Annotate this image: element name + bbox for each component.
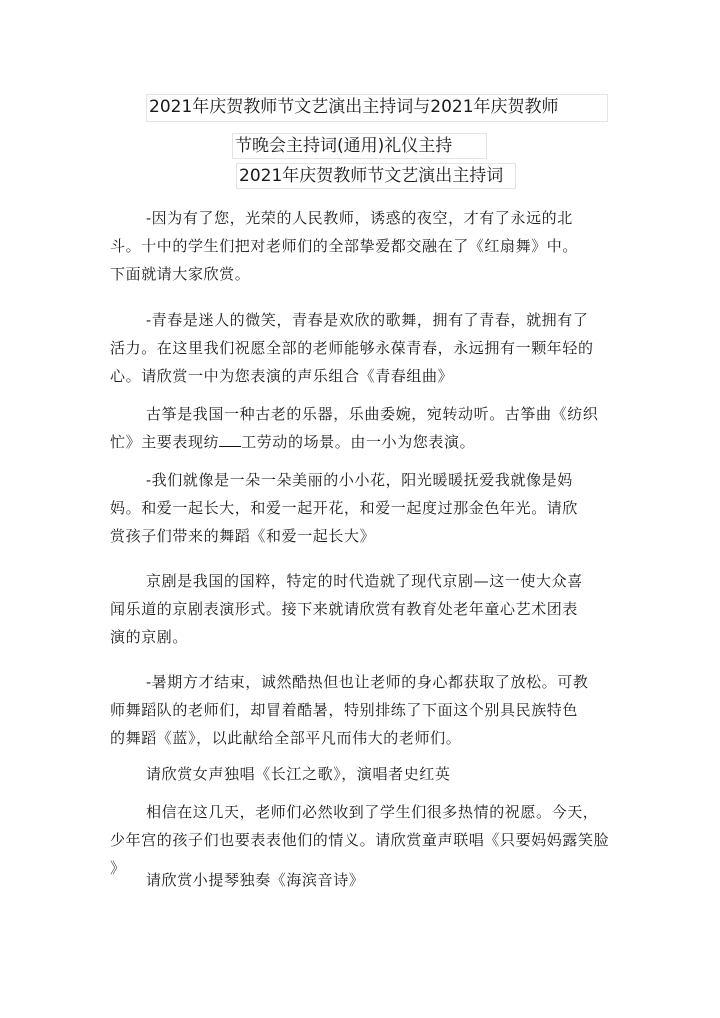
title-line-1: 2021年庆贺教师节文艺演出主持词与2021年庆贺教师	[146, 94, 608, 122]
paragraph-4	[110, 466, 608, 550]
paragraph-line: -因为有了您，光荣的人民教师，诱惑的夜空，才有了永远的北	[146, 209, 573, 227]
paragraph-line: 》	[110, 859, 126, 877]
paragraph-1	[110, 204, 608, 288]
paragraph-line: 活力。在这里我们祝愿全部的老师能够永葆青春，永远拥有一颗年轻的	[110, 339, 594, 357]
paragraph-7	[110, 760, 608, 788]
paragraph-line: 赏孩子们带来的舞蹈《和爱一起长大》	[110, 527, 376, 545]
paragraph-5	[110, 567, 608, 651]
paragraph-line: 妈。和爱一起长大，和爱一起开花，和爱一起度过那金色年光。请欣	[110, 499, 579, 517]
paragraph-line: 心。请欣赏一中为您表演的声乐组合《青春组曲》	[110, 367, 454, 385]
title-line-2: 节晚会主持词(通用)礼仪主持	[232, 133, 487, 159]
paragraph-line: 的舞蹈《蓝》，以此献给全部平凡而伟大的老师们。	[110, 729, 462, 747]
paragraph-line: 演的京剧。	[110, 628, 189, 646]
paragraph-line: 闻乐道的京剧表演形式。接下来就请欣赏有教育处老年童心艺术团表	[110, 600, 579, 618]
paragraph-line: -我们就像是一朵一朵美丽的小小花，阳光暖暖抚爱我就像是妈	[146, 471, 573, 489]
subtitle: 2021年庆贺教师节文艺演出主持词	[236, 163, 516, 189]
blank-underline	[219, 432, 241, 447]
paragraph-line: 斗。十中的学生们把对老师们的全部挚爱都交融在了《红扇舞》中。	[110, 237, 579, 255]
text-fragment: 忙》主要表现纺	[110, 433, 220, 451]
paragraph-line: 古筝是我国一种古老的乐器，乐曲委婉，宛转动听。古筝曲《纺织	[146, 405, 599, 423]
paragraph-6	[110, 668, 608, 752]
paragraph-line	[110, 428, 608, 456]
paragraph-line: 请欣赏小提琴独奏《海滨音诗》	[146, 871, 365, 889]
paragraph-line: -青春是迷人的微笑，青春是欢欣的歌舞，拥有了青春，就拥有了	[146, 311, 589, 329]
text-fragment: 工劳动的场景。由一小为您表演。	[241, 433, 476, 451]
paragraph-line: 相信在这几天，老师们必然收到了学生们很多热情的祝愿。今天，	[146, 803, 599, 821]
paragraph-line: 少年宫的孩子们也要表表他们的情义。请欣赏童声联唱《只要妈妈露笑脸	[110, 831, 610, 849]
paragraph-9	[110, 866, 608, 894]
paragraph-2	[110, 306, 608, 390]
paragraph-line: -暑期方才结束，诚然酷热但也让老师的身心都获取了放松。可教	[146, 673, 589, 691]
paragraph-3	[110, 400, 608, 456]
paragraph-line: 请欣赏女声独唱《长江之歌》，演唱者史红英	[146, 765, 451, 783]
paragraph-line: 师舞蹈队的老师们，却冒着酷暑，特别排练了下面这个别具民族特色	[110, 701, 579, 719]
paragraph-line: 京剧是我国的国粹，特定的时代造就了现代京剧—这一使大众喜	[146, 572, 583, 590]
paragraph-line: 下面就请大家欣赏。	[110, 265, 251, 283]
